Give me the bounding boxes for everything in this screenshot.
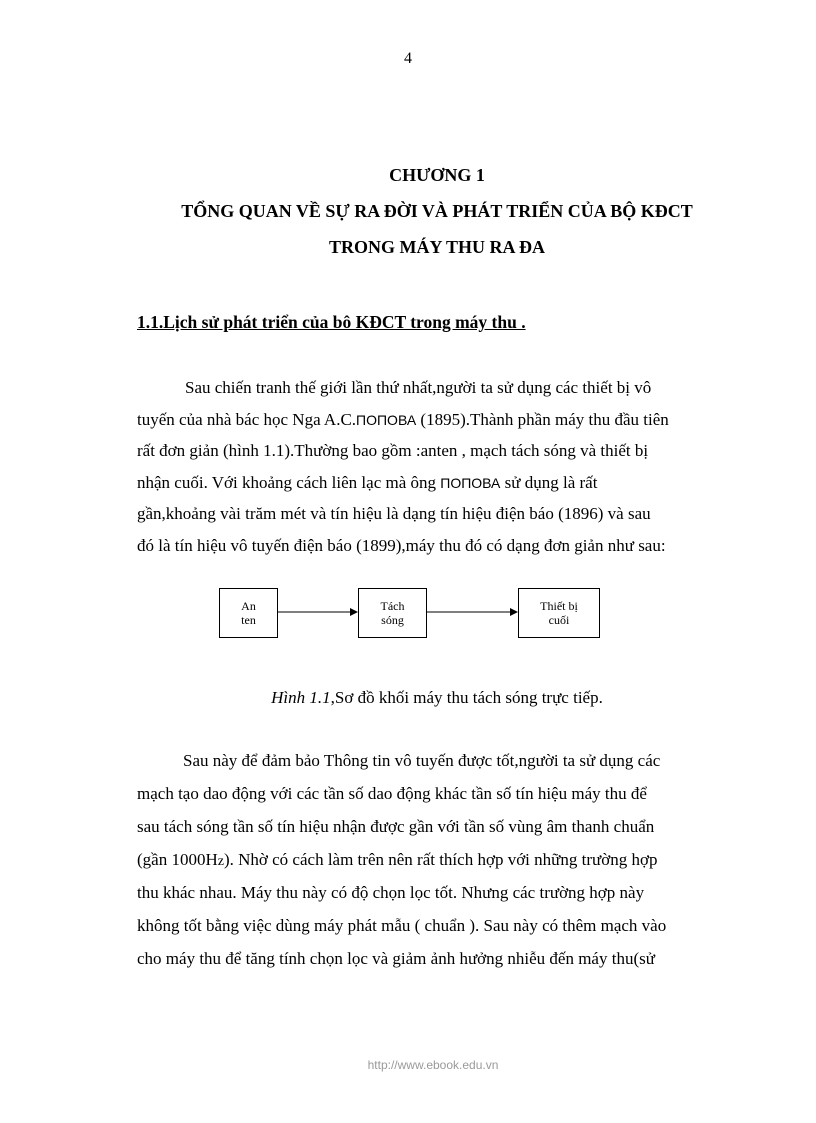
name-popova: ПОПОВА (440, 474, 501, 491)
paragraph-2-line-3: sau tách sóng tần số tín hiệu nhận được gần với tần số vùng âm thanh chuẩn (137, 817, 655, 836)
chapter-title-line2: TRONG MÁY THU RA ĐA (328, 237, 545, 257)
paragraph-2-line-5: thu khác nhau. Máy thu này có độ chọn lọc tốt. Nhưng các trường hợp này (137, 883, 645, 902)
paragraph-2-line-6: không tốt bằng việc dùng máy phát mẫu ( chuẩn ). Sau này có thêm mạch vào (137, 916, 667, 935)
paragraph-1-line-2: tuyến của nhà bác học Nga A.C.ПОПОВА (1895).Thành phần máy thu đầu tiên (137, 409, 669, 429)
name-popova: ПОПОВА (356, 411, 417, 428)
chapter-title-line1: TỔNG QUAN VỀ SỰ RA ĐỜI VÀ PHÁT TRIỂN CỦA BỘ KĐCT (181, 201, 693, 221)
detector-block: Tách sóng (358, 588, 427, 638)
paragraph-1 (137, 372, 777, 561)
block-diagram (216, 588, 606, 640)
paragraph-1-line-4: nhận cuối. Với khoảng cách liên lạc mà ông ПОПОВА sử dụng là rất (137, 472, 598, 492)
figure-number: Hình 1.1 (271, 688, 331, 707)
paragraph-2 (137, 744, 777, 975)
paragraph-2-line-2: mạch tạo dao động với các tần số dao động khác tần số tín hiệu máy thu để (137, 784, 647, 803)
chapter-label: CHƯƠNG 1 (389, 165, 485, 185)
terminal-device-block: Thiết bị cuối (518, 588, 600, 638)
section-heading: 1.1.Lịch sử phát triển của bô KĐCT trong máy thu . (137, 312, 526, 332)
figure-caption-text: ,Sơ đồ khối máy thu tách sóng trực tiếp. (330, 688, 603, 707)
paragraph-2-line-7: cho máy thu để tăng tính chọn lọc và giảm ảnh hưởng nhiễu đến máy thu(sử (137, 949, 655, 968)
paragraph-2-line-4: (gần 1000Hz). Nhờ có cách làm trên nên rất thích hợp với những trường hợp (137, 850, 658, 869)
paragraph-1-line-3: rất đơn giản (hình 1.1).Thường bao gồm :anten , mạch tách sóng và thiết bị (137, 441, 649, 460)
page-number: 4 (404, 50, 412, 67)
paragraph-2-line-1: Sau này để đảm bảo Thông tin vô tuyến được tốt,người ta sử dụng các (183, 751, 661, 770)
figure-caption (0, 688, 816, 708)
antenna-block: An ten (219, 588, 278, 638)
paragraph-1-line-5: gần,khoảng vài trăm mét và tín hiệu là dạng tín hiệu điện báo (1896) và sau (137, 504, 651, 523)
footer-url: http://www.ebook.edu.vn (367, 1058, 499, 1072)
paragraph-1-line-1: Sau chiến tranh thế giới lần thứ nhất,người ta sử dụng các thiết bị vô (185, 378, 652, 397)
paragraph-1-line-6: đó là tín hiệu vô tuyến điện báo (1899),máy thu đó có dạng đơn giản như sau: (137, 535, 666, 555)
